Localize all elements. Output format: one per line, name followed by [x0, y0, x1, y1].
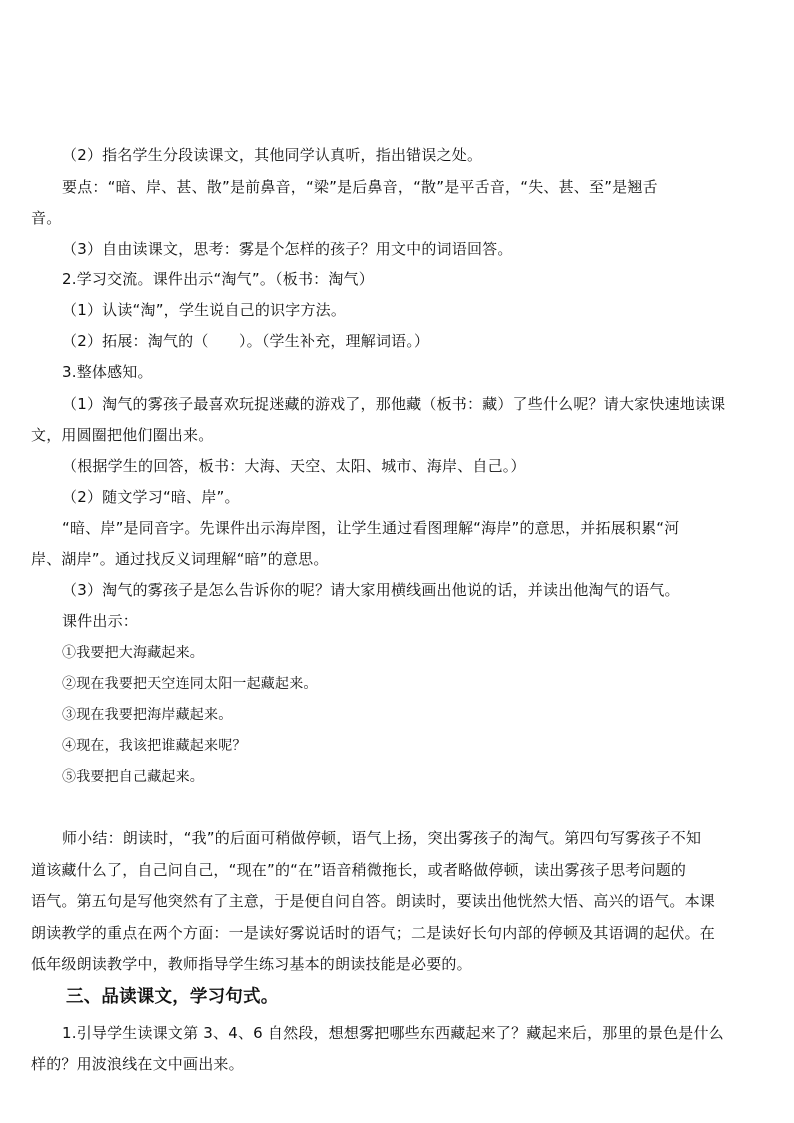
- text-line: （2）指名学生分段读课文，其他同学认真听，指出错误之处。: [62, 146, 483, 164]
- text-line: （1）淘气的雾孩子最喜欢玩捉迷藏的游戏了，那他藏（板书：藏）了些什么呢？请大家快速地读课: [62, 395, 726, 413]
- courseware-sentence: ①我要把大海藏起来。: [62, 645, 204, 661]
- text-line: 课件出示：: [62, 612, 139, 630]
- text-line: 文，用圆圈把他们圈出来。: [31, 426, 214, 444]
- text-line: 道该藏什么了，自己问自己，“现在”的“在”语音稍微拖长，或者略做停顿，读出雾孩子思考问题的: [31, 861, 687, 879]
- text-line: 2.学习交流。课件出示“淘气”。（板书：淘气）: [62, 270, 374, 288]
- text-line: 音。: [31, 209, 62, 227]
- text-line: 岸、湖岸”。通过找反义词理解“暗”的意思。: [31, 550, 329, 568]
- text-line: 1.引导学生读课文第 3、4、6 自然段，想想雾把哪些东西藏起来了？藏起来后，那里的景色是什么: [62, 1024, 724, 1042]
- text-line: 师小结：朗读时，“我”的后面可稍做停顿，语气上扬，突出雾孩子的淘气。第四句写雾孩子不知: [62, 829, 702, 847]
- text-line: “暗、岸”是同音字。先课件出示海岸图，让学生通过看图理解“海岸”的意思，并拓展积累“河: [62, 519, 680, 537]
- text-line: （2）随文学习“暗、岸”。: [62, 488, 240, 506]
- courseware-sentence: ④现在，我该把谁藏起来呢？: [62, 738, 247, 754]
- text-line: （3）自由读课文，思考：雾是个怎样的孩子？用文中的词语回答。: [62, 240, 513, 258]
- text-line: 朗读教学的重点在两个方面：一是读好雾说话时的语气；二是读好长句内部的停顿及其语调的起伏。在: [31, 924, 716, 942]
- text-line: （1）认读“淘”，学生说自己的识字方法。: [62, 301, 347, 319]
- section-heading: 三、品读课文，学习句式。: [66, 987, 279, 1007]
- text-line: 3.整体感知。: [62, 363, 153, 381]
- courseware-sentence: ③现在我要把海岸藏起来。: [62, 707, 233, 723]
- courseware-sentence: ②现在我要把天空连同太阳一起藏起来。: [62, 676, 318, 692]
- text-line: （3）淘气的雾孩子是怎么告诉你的呢？请大家用横线画出他说的话，并读出他淘气的语气。: [62, 581, 680, 599]
- text-line: 语气。第五句是写他突然有了主意，于是便自问自答。朗读时，要读出他恍然大悟、高兴的语气。本课: [31, 892, 716, 910]
- text-line: （根据学生的回答，板书：大海、天空、太阳、城市、海岸、自己。）: [62, 457, 526, 475]
- text-line: 要点：“暗、岸、甚、散”是前鼻音，“梁”是后鼻音，“散”是平舌音，“失、甚、至”是翘舌: [62, 178, 658, 196]
- text-line: 样的？用波浪线在文中画出来。: [31, 1055, 244, 1073]
- courseware-sentence: ⑤我要把自己藏起来。: [62, 769, 204, 785]
- text-line: 低年级朗读教学中，教师指导学生练习基本的朗读技能是必要的。: [31, 955, 472, 973]
- text-line: （2）拓展：淘气的（ ）。（学生补充，理解词语。）: [62, 332, 430, 350]
